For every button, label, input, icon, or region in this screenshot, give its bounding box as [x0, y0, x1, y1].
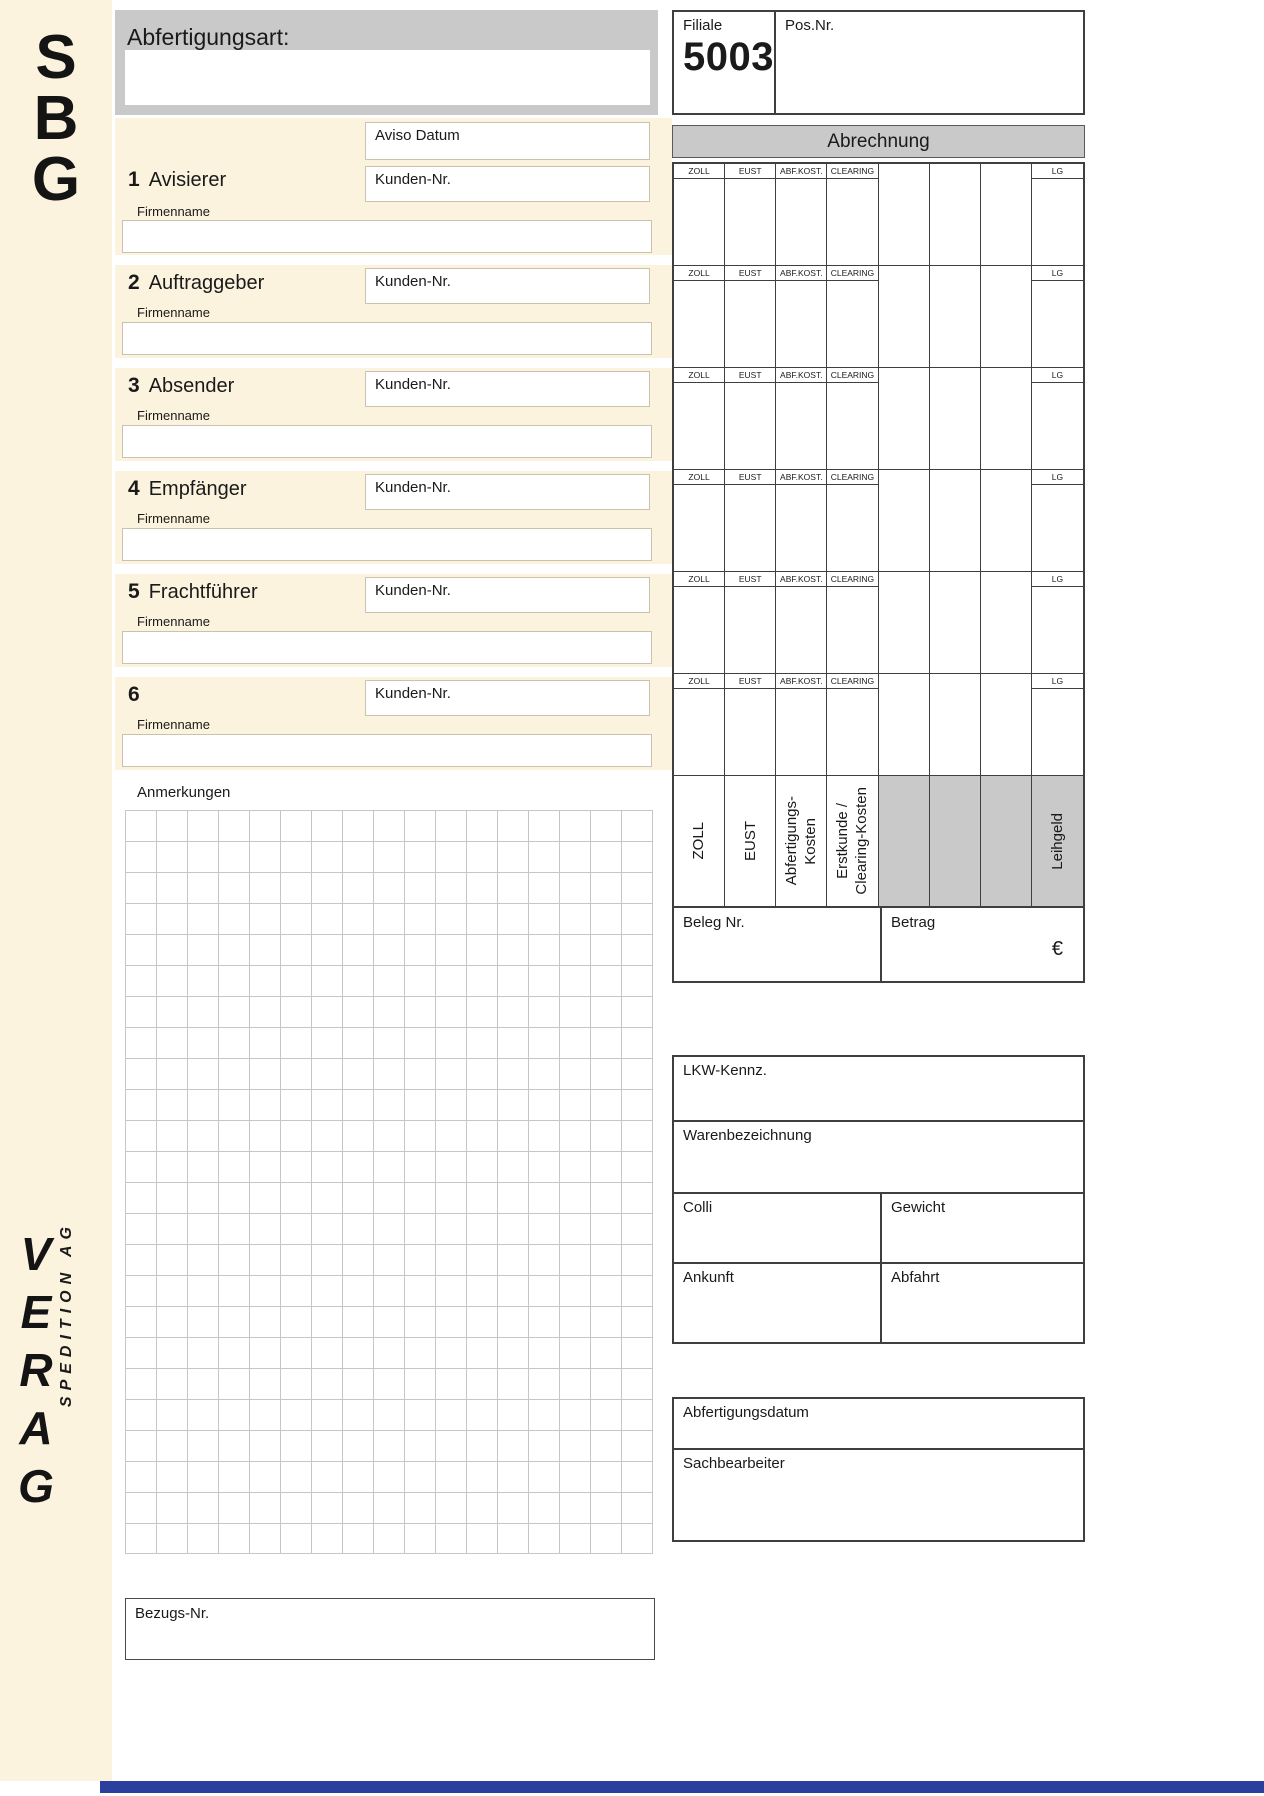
kunden-nr-field[interactable]: [365, 577, 650, 613]
kunden-nr-field[interactable]: [365, 371, 650, 407]
abrechnung-cell[interactable]: [981, 368, 1032, 469]
abrechnung-cell[interactable]: [930, 368, 981, 469]
kunden-nr-label: Kunden-Nr.: [375, 685, 451, 702]
abrechnung-cell[interactable]: [776, 470, 827, 571]
abrechnung-cell[interactable]: [1032, 572, 1083, 673]
party-number: 6: [128, 683, 140, 706]
colli-gewicht-row: [674, 1192, 1083, 1262]
abrechnung-cell-header: ABF.KOST.: [776, 674, 826, 689]
firmenname-label: Firmenname: [137, 717, 210, 732]
gewicht-field[interactable]: [882, 1194, 1083, 1262]
abrechnung-cell[interactable]: [827, 470, 878, 571]
abrechnung-cell[interactable]: [725, 470, 776, 571]
abrechnung-cell-header: LG: [1032, 266, 1083, 281]
abrechnung-cell[interactable]: [879, 674, 930, 775]
abrechnung-cell-header: LG: [1032, 368, 1083, 383]
abrechnung-cell[interactable]: [674, 572, 725, 673]
sbg-letter: G: [31, 144, 81, 214]
legend-cell-leihgeld: [1032, 776, 1083, 906]
abrechnung-cell[interactable]: [725, 674, 776, 775]
posnr-label: Pos.Nr.: [785, 17, 835, 34]
euro-sign: €: [1051, 938, 1063, 960]
verag-letter: G: [18, 1459, 54, 1512]
ankunft-field[interactable]: [674, 1264, 882, 1342]
kunden-nr-label: Kunden-Nr.: [375, 479, 451, 496]
beleg-nr-field[interactable]: [674, 908, 882, 981]
legend-clearing-line2: Clearing-Kosten: [853, 787, 871, 895]
abrechnung-cell-header: EUST: [725, 674, 775, 689]
betrag-label: Betrag: [891, 914, 936, 931]
party-number: 2: [128, 271, 140, 294]
abrechnung-table: [672, 162, 1085, 908]
abrechnung-cell[interactable]: [827, 266, 878, 367]
abrechnung-cell[interactable]: [725, 368, 776, 469]
party-block-avisierer: [115, 118, 672, 255]
party-title: [128, 580, 258, 604]
firmenname-field[interactable]: [122, 322, 652, 355]
party-number: 3: [128, 374, 140, 397]
lkw-kennz-label: LKW-Kennz.: [683, 1062, 767, 1079]
abrechnung-cell[interactable]: [674, 164, 725, 265]
lkw-kennz-field[interactable]: [674, 1057, 1083, 1120]
party-name: Empfänger: [148, 478, 247, 500]
abrechnung-cell-header: LG: [1032, 470, 1083, 485]
filiale-value: 5003: [683, 35, 774, 79]
party-number: 5: [128, 580, 140, 603]
sachbearbeiter-label: Sachbearbeiter: [683, 1455, 785, 1472]
party-block-frachtfuehrer: [115, 574, 672, 667]
kunden-nr-field[interactable]: [365, 680, 650, 716]
abrechnung-legend-row: [674, 776, 1083, 906]
filiale-label: Filiale: [683, 17, 723, 34]
legend-abfkosten-line1: Abfertigungs-: [783, 796, 801, 886]
abrechnung-cell-header: CLEARING: [827, 164, 877, 179]
abrechnung-cell-header: EUST: [725, 572, 775, 587]
party-name: Auftraggeber: [148, 272, 265, 294]
abfertigungsdatum-field[interactable]: [674, 1399, 1083, 1448]
posnr-cell[interactable]: [776, 12, 1083, 113]
abrechnung-cell[interactable]: [674, 470, 725, 571]
abrechnung-cell[interactable]: [1032, 674, 1083, 775]
abfertigungsart-header: [115, 10, 658, 115]
anmerkungen-grid[interactable]: [125, 810, 653, 1554]
abrechnung-cell-header: ABF.KOST.: [776, 572, 826, 587]
abrechnung-cell[interactable]: [1032, 266, 1083, 367]
abrechnung-cell[interactable]: [776, 266, 827, 367]
warenbezeichnung-field[interactable]: [674, 1120, 1083, 1192]
party-title: [128, 271, 264, 295]
firmenname-field[interactable]: [122, 425, 652, 458]
abrechnung-cell-header: CLEARING: [827, 470, 877, 485]
sbg-logo: [0, 23, 112, 214]
abfahrt-field[interactable]: [882, 1264, 1083, 1342]
party-block-6: [115, 677, 672, 770]
abrechnung-cell-header: ZOLL: [674, 368, 724, 383]
bezugs-nr-field[interactable]: [125, 1598, 655, 1660]
abrechnung-row: [674, 164, 1083, 266]
abrechnung-cell[interactable]: [827, 164, 878, 265]
verag-letter: V: [20, 1228, 52, 1280]
legend-cell-zoll: [674, 776, 725, 906]
firmenname-label: Firmenname: [137, 305, 210, 320]
bottom-blue-bar: [100, 1781, 1264, 1793]
party-name: Absender: [148, 375, 235, 397]
abrechnung-cell[interactable]: [674, 674, 725, 775]
filiale-cell[interactable]: [674, 12, 776, 113]
abrechnung-cell-header: ZOLL: [674, 266, 724, 281]
kunden-nr-label: Kunden-Nr.: [375, 376, 451, 393]
abrechnung-row: [674, 266, 1083, 368]
abrechnung-cell[interactable]: [981, 470, 1032, 571]
legend-leihgeld-label: Leihgeld: [1048, 812, 1066, 870]
abfertigungsart-label: Abfertigungsart:: [127, 24, 290, 50]
abrechnung-cell[interactable]: [776, 572, 827, 673]
right-column: [672, 10, 1085, 1660]
party-name: Frachtführer: [148, 581, 258, 603]
abrechnung-row: [674, 674, 1083, 776]
abrechnung-cell[interactable]: [776, 674, 827, 775]
aviso-datum-label: Aviso Datum: [375, 127, 460, 144]
legend-cell-blank: [930, 776, 981, 906]
abrechnung-row: [674, 470, 1083, 572]
abrechnung-cell-header: ABF.KOST.: [776, 470, 826, 485]
legend-abfkosten-line2: Kosten: [802, 817, 820, 865]
firmenname-label: Firmenname: [137, 408, 210, 423]
abrechnung-cell-header: ZOLL: [674, 572, 724, 587]
abrechnung-cell[interactable]: [981, 164, 1032, 265]
abrechnung-cell[interactable]: [879, 572, 930, 673]
abrechnung-cell[interactable]: [930, 572, 981, 673]
ankunft-abfahrt-row: [674, 1262, 1083, 1342]
firmenname-field[interactable]: [122, 734, 652, 767]
legend-eust-label: EUST: [741, 820, 759, 861]
party-block-auftraggeber: [115, 265, 672, 358]
warenbezeichnung-label: Warenbezeichnung: [683, 1127, 812, 1144]
abrechnung-cell-header: EUST: [725, 470, 775, 485]
abrechnung-cell[interactable]: [674, 368, 725, 469]
party-number: 1: [128, 168, 140, 191]
party-block-absender: [115, 368, 672, 461]
colli-field[interactable]: [674, 1194, 882, 1262]
filiale-posnr-box: [672, 10, 1085, 115]
gewicht-label: Gewicht: [891, 1199, 946, 1216]
abrechnung-cell[interactable]: [930, 674, 981, 775]
ankunft-label: Ankunft: [683, 1269, 734, 1286]
abrechnung-cell[interactable]: [827, 368, 878, 469]
abrechnung-cell-header: LG: [1032, 164, 1083, 179]
transport-box: [672, 1055, 1085, 1344]
verag-letter: E: [20, 1285, 52, 1338]
colli-label: Colli: [683, 1199, 713, 1216]
kunden-nr-label: Kunden-Nr.: [375, 171, 451, 188]
legend-cell-clearingkosten: [827, 776, 878, 906]
abrechnung-row: [674, 572, 1083, 674]
abrechnung-cell[interactable]: [930, 266, 981, 367]
abrechnung-cell[interactable]: [930, 164, 981, 265]
spedition-tagline-text: SPEDITION AG: [58, 1220, 75, 1408]
beleg-betrag-row: [672, 906, 1085, 983]
abrechnung-cell[interactable]: [725, 266, 776, 367]
abrechnung-cell-header: CLEARING: [827, 674, 877, 689]
abrechnung-cell[interactable]: [981, 572, 1032, 673]
kunden-nr-label: Kunden-Nr.: [375, 273, 451, 290]
legend-cell-abfertigungskosten: [776, 776, 827, 906]
abrechnung-cell-header: ABF.KOST.: [776, 368, 826, 383]
abrechnung-cell[interactable]: [725, 572, 776, 673]
abrechnung-cell[interactable]: [776, 164, 827, 265]
abrechnung-cell-header: EUST: [725, 266, 775, 281]
form-page: [115, 10, 1085, 1660]
party-title: [128, 374, 234, 398]
legend-cell-eust: [725, 776, 776, 906]
abfertigungsart-input[interactable]: [125, 50, 650, 105]
party-name: Avisierer: [148, 169, 227, 191]
abrechnung-cell-header: CLEARING: [827, 368, 877, 383]
legend-cell-blank: [981, 776, 1032, 906]
verag-letter: R: [19, 1343, 53, 1396]
firmenname-label: Firmenname: [137, 511, 210, 526]
firmenname-field[interactable]: [122, 528, 652, 561]
party-block-empfaenger: [115, 471, 672, 564]
abfertigung-box: [672, 1397, 1085, 1542]
betrag-field[interactable]: [882, 908, 1083, 981]
abrechnung-cell[interactable]: [776, 368, 827, 469]
firmenname-label: Firmenname: [137, 614, 210, 629]
abrechnung-cell[interactable]: [674, 266, 725, 367]
sachbearbeiter-field[interactable]: [674, 1448, 1083, 1540]
abrechnung-title: Abrechnung: [672, 125, 1085, 158]
abrechnung-cell-header: ABF.KOST.: [776, 266, 826, 281]
legend-zoll-label: ZOLL: [690, 822, 708, 860]
kunden-nr-field[interactable]: [365, 474, 650, 510]
anmerkungen-label: Anmerkungen: [137, 784, 231, 801]
abrechnung-cell[interactable]: [930, 470, 981, 571]
kunden-nr-field[interactable]: [365, 268, 650, 304]
legend-clearing-line1: Erstkunde /: [834, 803, 852, 879]
abrechnung-cell[interactable]: [827, 572, 878, 673]
sbg-letter: S: [35, 23, 77, 92]
spedition-tagline: [58, 1198, 76, 1430]
abrechnung-row: [674, 368, 1083, 470]
party-number: 4: [128, 477, 140, 500]
kunden-nr-label: Kunden-Nr.: [375, 582, 451, 599]
abrechnung-cell[interactable]: [879, 266, 930, 367]
abrechnung-cell-header: EUST: [725, 368, 775, 383]
party-title: [128, 477, 247, 501]
abrechnung-cell-header: ZOLL: [674, 470, 724, 485]
aviso-datum-field[interactable]: [365, 122, 650, 160]
abrechnung-cell[interactable]: [1032, 164, 1083, 265]
abrechnung-cell[interactable]: [879, 164, 930, 265]
abrechnung-cell-header: LG: [1032, 674, 1083, 689]
verag-letter: A: [19, 1401, 53, 1454]
abrechnung-cell[interactable]: [725, 164, 776, 265]
beleg-nr-label: Beleg Nr.: [683, 914, 745, 931]
abfertigungsdatum-label: Abfertigungsdatum: [683, 1404, 809, 1421]
abrechnung-cell[interactable]: [879, 470, 930, 571]
legend-cell-blank: [879, 776, 930, 906]
abrechnung-cell-header: CLEARING: [827, 266, 877, 281]
left-brand-strip: [0, 0, 112, 1781]
party-title: [128, 683, 149, 707]
abrechnung-cell[interactable]: [981, 674, 1032, 775]
abrechnung-grid: [674, 164, 1083, 776]
abrechnung-cell-header: EUST: [725, 164, 775, 179]
firmenname-field[interactable]: [122, 220, 652, 253]
kunden-nr-field[interactable]: [365, 166, 650, 202]
abrechnung-cell-header: ABF.KOST.: [776, 164, 826, 179]
firmenname-field[interactable]: [122, 631, 652, 664]
abrechnung-cell[interactable]: [1032, 470, 1083, 571]
abrechnung-cell[interactable]: [1032, 368, 1083, 469]
abrechnung-cell-header: CLEARING: [827, 572, 877, 587]
abrechnung-cell-header: ZOLL: [674, 164, 724, 179]
abrechnung-cell[interactable]: [827, 674, 878, 775]
sbg-letter: B: [33, 83, 79, 153]
abrechnung-cell-header: LG: [1032, 572, 1083, 587]
abfahrt-label: Abfahrt: [891, 1269, 940, 1286]
bezugs-nr-label: Bezugs-Nr.: [135, 1605, 210, 1622]
party-title: [128, 168, 226, 192]
abrechnung-cell-header: ZOLL: [674, 674, 724, 689]
abrechnung-cell[interactable]: [879, 368, 930, 469]
firmenname-label: Firmenname: [137, 204, 210, 219]
left-column: [115, 10, 672, 1660]
abrechnung-cell[interactable]: [981, 266, 1032, 367]
